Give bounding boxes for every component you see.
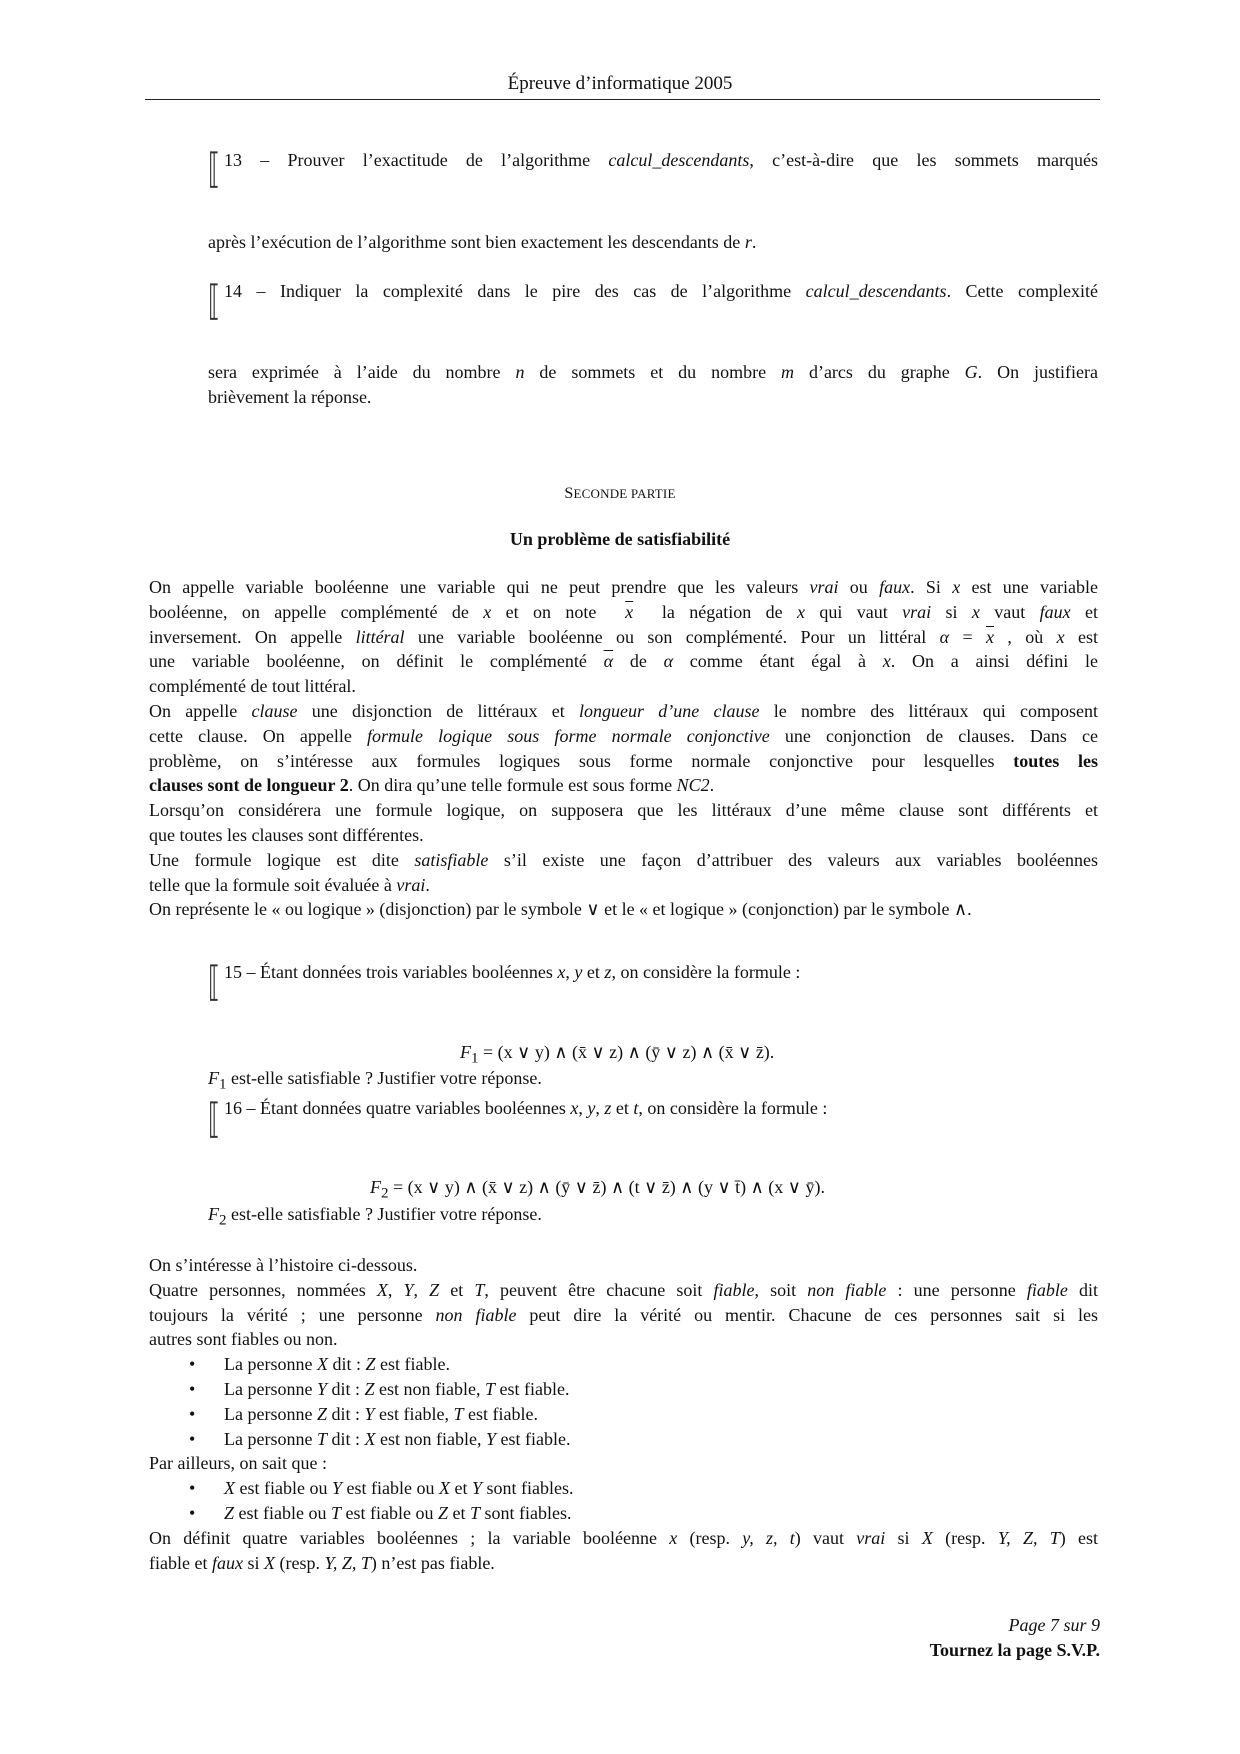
- question-14-line-2: sera exprimée à l’aide du nombre n de sommets et du nombre m d’arcs du graphe G. On justifiera: [208, 362, 1099, 382]
- facts-list: [149, 1476, 1098, 1526]
- section-title: SECONDE PARTIE: [564, 485, 676, 502]
- story-paragraph: On s’intéresse à l’histoire ci-dessous. Quatre personnes, nommées X, Y, Z et T, peuvent être chacune soit fiable, soit non fiable : une personne fiable dit toujours la vérité ; une personne non fiable peut dire la vérité ou mentir. Chacune de ces personnes sait si les autres sont fiables ou non. • La personne X dit : Z est fiable. • La personne Y dit : Z est non fiable, T est fiable. • La personne Z dit : Y est fiable, T est fiable. • La personne T dit : X est non fiable, Y est fiable. Par ailleurs, on sait que : • X est fiable ou Y est fiable ou X et Y sont fiables. • Z est fiable ou T est fiable ou Z et T sont fiables. On définit quatre variables booléennes ; la variable booléenne x (resp. y, z, t) vaut vrai si X (resp. Y, Z, T) est fiable et faux si X (resp. Y, Z, T) n’est pas fiable.: [149, 1253, 1098, 1575]
- question-13-line-1: 13 – Prouver l’exactitude de l’algorithme calcul_descendants, c’est-à-dire que les sommets marqués: [224, 150, 1099, 170]
- question-13-line-2: après l’exécution de l’algorithme sont bien exactement les descendants de r.: [208, 232, 757, 252]
- page-number: Page 7 sur 9: [1008, 1615, 1100, 1635]
- question-bracket-icon: ⟦: [208, 1098, 220, 1143]
- question-16-statement: 16 – Étant données quatre variables booléennes x, y, z et t, on considère la formule :: [224, 1098, 828, 1118]
- formula-f2: $F_2 = (x$ ∨ y) ∧ (x̄ ∨ z) ∧ (ȳ ∨ z̄) ∧ (t ∨ z̄) ∧ (y ∨ t̄) ∧ (x ∨ ȳ).: [370, 1177, 825, 1202]
- question-15-question: $F_1$ est-elle satisfiable ? Justifier votre réponse.: [208, 1068, 542, 1093]
- formula-f1: $F_1 = (x$ ∨ y) ∧ (x̄ ∨ z) ∧ (ȳ ∨ z) ∧ (x̄ ∨ z̄).: [460, 1042, 775, 1067]
- list-item: • La personne X dit : Z est fiable.: [149, 1352, 1098, 1377]
- section-subtitle: Un problème de satisfiabilité: [509, 529, 731, 549]
- list-item: • La personne Y dit : Z est non fiable, T est fiable.: [149, 1377, 1098, 1402]
- question-14-line-3: brièvement la réponse.: [208, 387, 372, 407]
- question-bracket-icon: ⟦: [208, 280, 220, 325]
- list-item: • La personne T dit : X est non fiable, Y est fiable.: [149, 1427, 1098, 1452]
- list-item: • La personne Z dit : Y est fiable, T est fiable.: [149, 1402, 1098, 1427]
- question-14-line-1: 14 – Indiquer la complexité dans le pire des cas de l’algorithme calcul_descendants. Cette complexité: [224, 281, 1098, 301]
- list-item: • Z est fiable ou T est fiable ou Z et T sont fiables.: [149, 1501, 1098, 1526]
- question-bracket-icon: ⟦: [208, 148, 220, 193]
- turn-page-note: Tournez la page S.V.P.: [929, 1640, 1100, 1660]
- intro-paragraph: On appelle variable booléenne une variable qui ne peut prendre que les valeurs vrai ou faux. Si x est une variable booléenne, on appelle complémenté de x et on note $\overline{x}$ la négation de x qui vaut vrai si x vaut faux et inversement. On appelle littéral une variable booléenne ou son complémenté. Pour un littéral $\alpha = \overline{x}$ , où x est une variable booléenne, on définit le complémenté $\overline{\alpha}$ de α comme étant égal à x. On a ainsi défini le complémenté de tout littéral. On appelle clause une disjonction de littéraux et longueur d’une clause le nombre des littéraux qui composent cette clause. On appelle formule logique sous forme normale conjonctive une conjonction de clauses. Dans ce problème, on s’intéresse aux formules logiques sous forme normale conjonctive pour lesquelles toutes les clauses sont de longueur 2. On dira qu’une telle formule est sous forme NC2. Lorsqu’on considérera une formule logique, on supposera que les littéraux d’une même clause sont différents et que toutes les clauses sont différentes. Une formule logique est dite satisfiable s’il existe une façon d’attribuer des valeurs aux variables booléennes telle que la formule soit évaluée à vrai. On représente le « ou logique » (disjonction) par le symbole ∨ et le « et logique » (conjonction) par le symbole ∧.: [149, 577, 1099, 920]
- page-header-title: Épreuve d’informatique 2005: [507, 73, 733, 94]
- header-rule: [145, 99, 1100, 100]
- list-item: • X est fiable ou Y est fiable ou X et Y sont fiables.: [149, 1476, 1098, 1501]
- question-16-question: $F_2$ est-elle satisfiable ? Justifier votre réponse.: [208, 1204, 542, 1229]
- question-15-statement: 15 – Étant données trois variables booléennes x, y et z, on considère la formule :: [224, 962, 801, 982]
- statements-list: [149, 1352, 1098, 1451]
- question-bracket-icon: ⟦: [208, 961, 220, 1006]
